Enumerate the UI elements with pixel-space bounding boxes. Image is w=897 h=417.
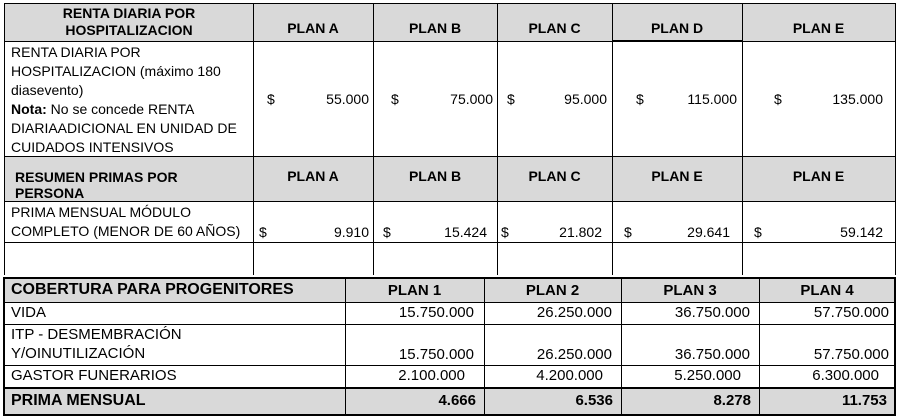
primas-header-label: RESUMEN PRIMAS POR PERSONA xyxy=(5,157,253,201)
renta-plan-b-header: PLAN B xyxy=(373,3,497,41)
primas-plan-b-header: PLAN B xyxy=(373,157,497,201)
prima-mensual-plan-4: 11.753 xyxy=(759,389,895,414)
renta-row-label: RENTA DIARIA POR HOSPITALIZACION (máximo 180 diasevento) Nota: No se concede RENTA DIARIAADICIONAL EN UNIDAD DE CUIDADOS INTENSIVOS xyxy=(11,44,237,155)
progenitores-row-vida-plan-4: 57.750.000 xyxy=(813,304,889,321)
progenitores-row-itp-label: ITP - DESMEMBRACIÓN Y/OINUTILIZACIÓN xyxy=(11,326,182,362)
grid-line xyxy=(3,414,896,416)
grid-line xyxy=(742,3,743,275)
prima-mensual-plan-1: 4.666 xyxy=(345,389,484,414)
grid-line xyxy=(5,387,895,389)
primas-plan-e-header: PLAN E xyxy=(742,157,895,201)
primas-plan-c-header: PLAN C xyxy=(497,157,612,201)
primas-value-c: $ 21.802 xyxy=(501,224,602,240)
progenitores-plan-3-header: PLAN 3 xyxy=(621,279,759,302)
grid-line xyxy=(4,156,896,157)
grid-line xyxy=(497,3,498,275)
grid-line xyxy=(484,279,485,415)
renta-value-e: $ 135.000 xyxy=(774,91,883,107)
progenitores-row-funerarios-plan-3: 5.250.000 xyxy=(674,367,741,384)
progenitores-row-vida-plan-2: 26.250.000 xyxy=(536,304,612,321)
grid-line xyxy=(5,365,895,366)
prima-mensual-label: PRIMA MENSUAL xyxy=(5,389,345,414)
grid-line xyxy=(5,324,895,325)
renta-plan-a-header: PLAN A xyxy=(253,3,373,41)
grid-line xyxy=(253,3,254,275)
progenitores-row-itp-plan-3: 36.750.000 xyxy=(674,346,750,363)
primas-value-a: $ 9.910 xyxy=(259,224,369,240)
progenitores-row-funerarios-plan-1: 2.100.000 xyxy=(398,367,465,384)
progenitores-row-itp-plan-2: 26.250.000 xyxy=(536,346,612,363)
grid-line xyxy=(373,3,374,275)
renta-value-d: $ 115.000 xyxy=(636,91,737,107)
renta-value-b: $ 75.000 xyxy=(391,91,493,107)
grid-line xyxy=(345,279,346,415)
prima-mensual-plan-3: 8.278 xyxy=(621,389,759,414)
grid-line xyxy=(894,277,896,415)
grid-line xyxy=(612,3,613,275)
progenitores-row-vida-plan-3: 36.750.000 xyxy=(674,304,750,321)
grid-line xyxy=(759,279,760,415)
renta-plan-c-header: PLAN C xyxy=(497,3,612,41)
prima-mensual-plan-2: 6.536 xyxy=(484,389,621,414)
progenitores-plan-1-header: PLAN 1 xyxy=(345,279,484,302)
progenitores-row-itp-plan-1: 15.750.000 xyxy=(398,346,474,363)
primas-value-b: $ 15.424 xyxy=(383,224,487,240)
renta-value-c: $ 95.000 xyxy=(507,91,607,107)
progenitores-row-funerarios-plan-2: 4.200.000 xyxy=(536,367,603,384)
grid-line xyxy=(621,279,622,415)
renta-plan-e-header: PLAN E xyxy=(742,3,895,41)
primas-value-d: $ 29.641 xyxy=(624,224,730,240)
grid-line xyxy=(4,41,896,42)
progenitores-row-funerarios-label: GASTOR FUNERARIOS xyxy=(11,367,177,384)
progenitores-row-vida-label: VIDA xyxy=(11,304,47,321)
progenitores-header-label: COBERTURA PARA PROGENITORES xyxy=(5,279,345,302)
progenitores-row-vida-plan-1: 15.750.000 xyxy=(398,304,474,321)
progenitores-row-funerarios-plan-4: 6.300.000 xyxy=(812,367,879,384)
grid-line xyxy=(3,277,896,279)
grid-line xyxy=(4,3,5,275)
progenitores-plan-4-header: PLAN 4 xyxy=(759,279,895,302)
grid-line xyxy=(4,242,896,243)
grid-line xyxy=(3,277,5,415)
grid-line xyxy=(4,3,896,4)
grid-line xyxy=(895,3,896,275)
primas-value-e: $ 59.142 xyxy=(754,224,883,240)
grid-line xyxy=(4,201,896,202)
progenitores-row-itp-plan-4: 57.750.000 xyxy=(813,346,889,363)
renta-plan-d-header: PLAN D xyxy=(612,3,742,41)
primas-plan-a-header: PLAN A xyxy=(253,157,373,201)
renta-value-a: $ 55.000 xyxy=(267,91,369,107)
progenitores-plan-2-header: PLAN 2 xyxy=(484,279,621,302)
primas-plan-d-header: PLAN E xyxy=(612,157,742,201)
grid-line xyxy=(5,302,895,303)
renta-header-label: RENTA DIARIA POR HOSPITALIZACION xyxy=(5,3,253,41)
primas-row-label: PRIMA MENSUAL MÓDULO COMPLETO (MENOR DE 60 AÑOS) xyxy=(11,204,241,239)
